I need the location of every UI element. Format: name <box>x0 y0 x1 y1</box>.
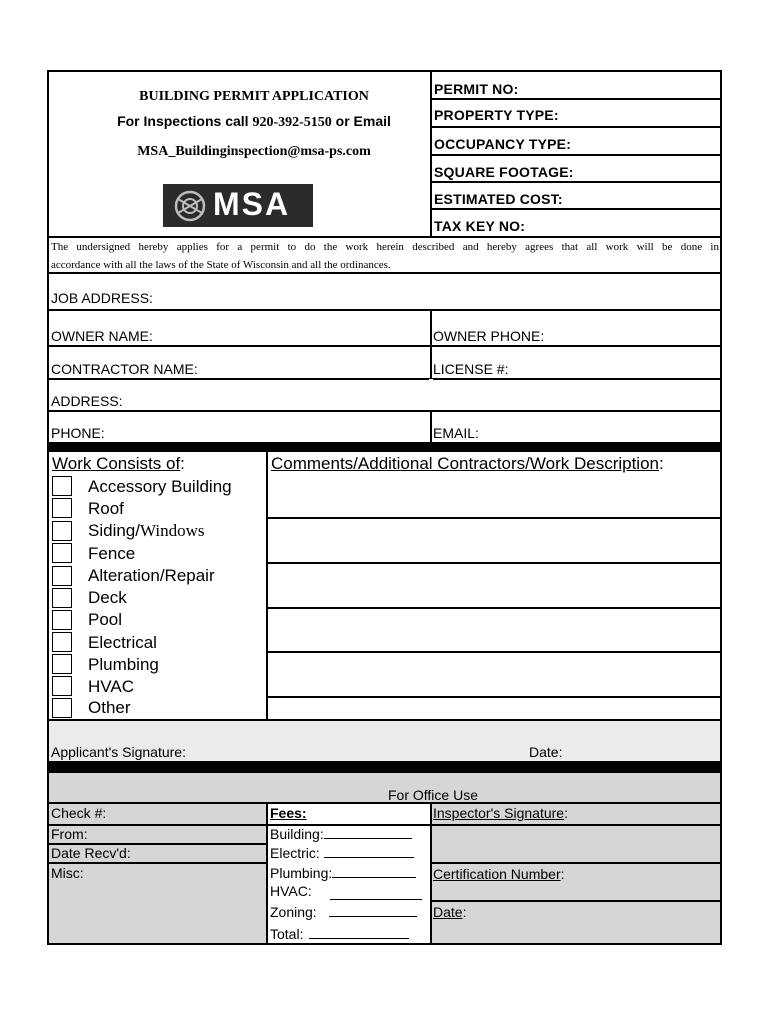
work-heading-colon: : <box>180 454 185 473</box>
fee-zoning-label: Zoning: <box>270 904 317 920</box>
comments-heading-colon: : <box>659 454 664 473</box>
fee-electric <box>270 845 414 861</box>
office-divider <box>49 761 722 773</box>
work-checkbox-electrical[interactable] <box>52 632 72 652</box>
fee-plumbing-label: Plumbing: <box>270 865 333 881</box>
permit-no-label: PERMIT NO: <box>434 81 519 97</box>
work-checkbox-alteration-repair[interactable] <box>52 566 72 586</box>
work-checkbox-accessory-building[interactable] <box>52 476 72 496</box>
work-label-hvac: HVAC <box>88 677 134 696</box>
inspector-signature-colon: : <box>564 805 568 821</box>
work-label-alteration-repair: Alteration/Repair <box>88 566 215 585</box>
fee-plumbing <box>270 865 416 881</box>
fee-electric-label: Electric: <box>270 845 320 861</box>
work-checkbox-siding-windows[interactable] <box>52 521 72 541</box>
work-checkbox-hvac[interactable] <box>52 676 72 696</box>
work-checkbox-plumbing[interactable] <box>52 654 72 674</box>
fee-total-label: Total: <box>270 926 304 942</box>
from-label: From: <box>51 826 88 842</box>
declaration-text <box>51 238 719 274</box>
work-heading-text: Work Consists of <box>52 454 181 473</box>
owner-phone-label: OWNER PHONE: <box>433 328 545 344</box>
siding-label-suffix: Windows <box>139 521 205 540</box>
license-label: LICENSE #: <box>433 361 509 377</box>
inspector-signature-label: Inspector's Signature <box>433 805 565 821</box>
declaration-line-1: The undersigned hereby applies for a permit to do the work herein described and hereby agrees that all work will be done in <box>51 241 719 253</box>
tax-key-no-label: TAX KEY NO: <box>434 218 526 234</box>
work-label-electrical: Electrical <box>88 633 157 652</box>
siding-label-prefix: Siding/ <box>88 521 140 540</box>
fee-hvac <box>270 883 312 899</box>
work-label-deck: Deck <box>88 588 127 607</box>
work-checkbox-roof[interactable] <box>52 498 72 518</box>
fee-building-label: Building: <box>270 826 324 842</box>
comments-heading-text: Comments/Additional Contractors/Work Description <box>271 454 659 473</box>
fee-zoning <box>270 904 417 920</box>
misc-label: Misc: <box>51 865 84 881</box>
fee-building <box>270 826 412 842</box>
inspection-suffix: or Email <box>331 113 391 129</box>
inspection-contact <box>49 113 459 131</box>
comments-area[interactable] <box>268 476 720 720</box>
work-label-other: Other <box>88 698 131 717</box>
logo-text: MSA <box>213 186 291 222</box>
office-date-colon: : <box>462 904 467 920</box>
certification-number-colon: : <box>560 866 565 882</box>
fee-total <box>270 926 409 942</box>
comments-heading <box>271 454 664 474</box>
work-label-siding-windows <box>88 521 204 541</box>
fees-heading: Fees: <box>270 805 307 821</box>
work-label-roof: Roof <box>88 499 124 518</box>
msa-logo <box>163 184 313 227</box>
form-header <box>49 72 430 236</box>
property-type-label: PROPERTY TYPE: <box>434 107 559 123</box>
date-received-label: Date Recv'd: <box>51 845 131 861</box>
work-checkbox-other[interactable] <box>52 698 72 718</box>
msa-logo-icon <box>172 189 208 223</box>
inspection-phone: 920-392-5150 <box>252 115 332 130</box>
inspection-prefix: For Inspections call <box>117 113 253 129</box>
applicant-date-label: Date: <box>529 744 563 760</box>
address-label: ADDRESS: <box>51 393 123 409</box>
certification-number-label: Certification Number <box>433 866 561 882</box>
work-checkbox-fence[interactable] <box>52 543 72 563</box>
work-label-accessory-building: Accessory Building <box>88 477 232 496</box>
phone-label: PHONE: <box>51 425 105 441</box>
check-number-label: Check #: <box>51 805 107 821</box>
work-label-pool: Pool <box>88 610 123 629</box>
office-use-header <box>49 773 720 803</box>
work-heading <box>52 454 185 474</box>
work-label-fence: Fence <box>88 544 136 563</box>
work-checkbox-pool[interactable] <box>52 610 72 630</box>
applicant-signature-label: Applicant's Signature: <box>51 744 186 760</box>
email-label: EMAIL: <box>433 425 479 441</box>
job-address-label: JOB ADDRESS: <box>51 290 153 306</box>
form-title: BUILDING PERMIT APPLICATION <box>139 89 369 104</box>
square-footage-label: SQUARE FOOTAGE: <box>434 164 574 180</box>
certification-number-field <box>433 866 565 882</box>
inspector-signature-field <box>433 805 568 821</box>
work-label-plumbing: Plumbing <box>88 655 159 674</box>
owner-name-label: OWNER NAME: <box>51 328 153 344</box>
contractor-name-label: CONTRACTOR NAME: <box>51 361 198 377</box>
declaration-line-2: accordance with all the laws of the State of Wisconsin and all the ordinances. <box>51 259 391 271</box>
office-use-title: For Office Use <box>388 787 478 803</box>
estimated-cost-label: ESTIMATED COST: <box>434 191 563 207</box>
occupancy-type-label: OCCUPANCY TYPE: <box>434 136 572 152</box>
office-date-field <box>433 904 466 920</box>
section-divider <box>49 442 722 452</box>
office-date-label: Date <box>433 904 463 920</box>
work-checkbox-deck[interactable] <box>52 588 72 608</box>
fee-hvac-label: HVAC: <box>270 883 312 899</box>
inspection-email: MSA_Buildinginspection@msa-ps.com <box>137 144 371 159</box>
